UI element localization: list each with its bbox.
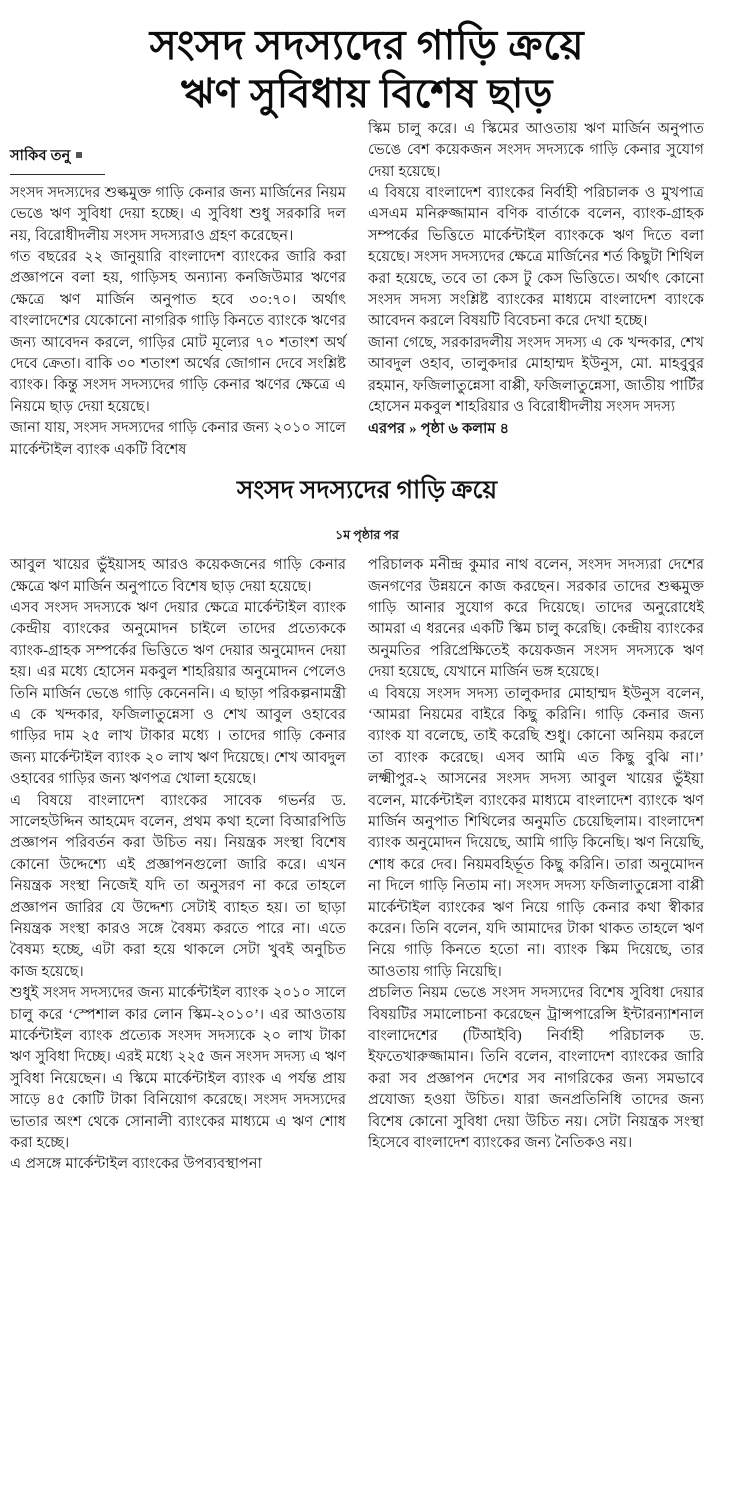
paragraph: এসব সংসদ সদস্যকে ঋণ দেয়ার ক্ষেত্রে মার্কেন্টাইল ব্যাংক কেন্দ্রীয় ব্যাংকের অনুমোদন চাইলে তাদের প্রত্যেককে ব্যাংক-গ্রাহক সম্পর্কের ভিত্তিতে ঋণ দেয়ার অনুমোদন দেয়া হয়। এর মধ্যে হোসেন মকবুল শাহরিয়ার অনুমোদন পেলেও তিনি মার্জিন ভেঙে গাড়ি কেনেননি। এ ছাড়া পরিকল্পনামন্ত্রী এ কে খন্দকার, ফজিলাতুন্নেসা ও শেখ আবুল ওহাবের গাড়ির দাম ২৫ লাখ টাকার মধ্যে । তাদের গাড়ি কেনার জন্য মার্কেন্টাইল ব্যাংক ২০ লাখ ঋণ দিয়েছে। শেখ আবদুল ওহাবের গাড়ির জন্য ঋণপত্র খোলা হয়েছে।	[10, 599, 346, 788]
paragraph: জানা গেছে, সরকারদলীয় সংসদ সদস্য এ কে খন্দকার, শেখ আবদুল ওহাব, তালুকদার মোহাম্মদ ইউনুস, মো. মাহবুবুর রহমান, ফজিলাতুন্নেসা বাপ্পী, ফজিলাতুন্নেসা, জাতীয় পার্টির হোসেন মকবুল শাহরিয়ার ও বিরোধীদলীয় সংসদ সদস্য	[368, 334, 704, 416]
top-article-body-2	[368, 119, 704, 440]
byline-square-icon	[76, 152, 82, 158]
byline	[10, 145, 346, 181]
jump-article-title: সংসদ সদস্যদের গাড়ি ক্রয়ে	[236, 477, 498, 505]
paragraph: সংসদ সদস্যদের শুল্কমুক্ত গাড়ি কেনার জন্য মার্জিনের নিয়ম ভেঙে ঋণ সুবিধা দেয়া হচ্ছে। এ সুবিধা শুধু সরকারি দল নয়, বিরোধীদলীয় সংসদ সদস্যরাও গ্রহণ করেছেন।	[10, 184, 346, 244]
jump-article-subtitle: ১ম পৃষ্ঠার পর	[335, 528, 399, 543]
paragraph: আবুল খায়ের ভুঁইয়াসহ আরও কয়েকজনের গাড়ি কেনার ক্ষেত্রে ঋণ মার্জিন অনুপাতে বিশেষ ছাড় দেয়া হয়েছে।	[10, 557, 346, 595]
jump-article-body-1	[10, 555, 346, 1176]
paragraph: স্কিম চালু করে। এ স্কিমের আওতায় ঋণ মার্জিন অনুপাত ভেঙে বেশ কয়েকজন সংসদ সদস্যকে গাড়ি কেনার সুযোগ দেয়া হয়েছে।	[368, 120, 704, 180]
paragraph: এ বিষয়ে বাংলাদেশ ব্যাংকের নির্বাহী পরিচালক ও মুখপাত্র এসএম মনিরুজ্জামান বণিক বার্তাকে বলেন, ব্যাংক-গ্রাহক সম্পর্কের ভিত্তিতে মার্কেন্টাইল ব্যাংককে ঋণ দিতে বলা হয়েছে। সংসদ সদস্যদের ক্ষেত্রে মার্জিনের শর্ত কিছুটা শিথিল করা হয়েছে, তবে তা কেস টু কেস ভিত্তিতে। অর্থাৎ কোনো সংসদ সদস্য সংশ্লিষ্ট ব্যাংকের মাধ্যমে বাংলাদেশ ব্যাংকে আবেদন করলে বিষয়টি বিবেচনা করে দেখা হচ্ছে।	[368, 185, 704, 330]
jump-article-body-2	[368, 555, 704, 1154]
paragraph: প্রচলিত নিয়ম ভেঙে সংসদ সদস্যদের বিশেষ সুবিধা দেয়ার বিষয়টির সমালোচনা করেছেন ট্রান্সপারেন্সি ইন্টারন্যাশনাল বাংলাদেশের (টিআইবি) নির্বাহী পরিচালক ড. ইফতেখারুজ্জামান। তিনি বলেন, বাংলাদেশ ব্যাংকের জারি করা সব প্রজ্ঞাপন দেশের সব নাগরিকের জন্য সমভাবে প্রযোজ্য হওয়া উচিত। যারা জনপ্রতিনিধি তাদের জন্য বিশেষ কোনো সুবিধা দেয়া উচিত নয়। সেটা নিয়ন্ত্রক সংস্থা হিসেবে বাংলাদেশ ব্যাংকের জন্য নৈতিকও নয়।	[368, 985, 704, 1152]
byline-divider	[10, 174, 105, 176]
top-article-column-2	[368, 119, 704, 440]
paragraph: শুধুই সংসদ সদস্যদের জন্য মার্কেন্টাইল ব্যাংক ২০১০ সালে চালু করে ‘স্পেশাল কার লোন স্কিম-২০১০’। এর আওতায় মার্কেন্টাইল ব্যাংক প্রত্যেক সংসদ সদস্যকে ২০ লাখ টাকা ঋণ সুবিধা দিচ্ছে। এরই মধ্যে ২২৫ জন সংসদ সদস্য এ ঋণ সুবিধা নিয়েছেন। এ স্কিমে মার্কেন্টাইল ব্যাংক এ পর্যন্ত প্রায় সাড়ে ৪৫ কোটি টাকা বিনিয়োগ করেছে। সংসদ সদস্যদের ভাতার অংশ থেকে সোনালী ব্যাংকের মাধ্যমে এ ঋণ শোধ করা হচ্ছে।	[10, 985, 346, 1152]
paragraph: এ বিষয়ে বাংলাদেশ ব্যাংকের সাবেক গভর্নর ড. সালেহউদ্দিন আহমেদ বলেন, প্রথম কথা হলো বিআরপিডি প্রজ্ঞাপন পরিবর্তন করা উচিত নয়। নিয়ন্ত্রক সংস্থা বিশেষ কোনো উদ্দেশ্যে এই প্রজ্ঞাপনগুলো জারি করে। এখন নিয়ন্ত্রক সংস্থা নিজেই যদি তা অনুসরণ না করে তাহলে প্রজ্ঞাপন জারির যে উদ্দেশ্য সেটাই ব্যাহত হয়। তা ছাড়া নিয়ন্ত্রক সংস্থা কারও সঙ্গে বৈষম্য করতে পারে না। এতে বৈষম্য হচ্ছে, এটা করা হয়ে থাকলে সেটা খুবই অনুচিত কাজ হয়েছে।	[10, 792, 346, 980]
top-article-columns	[10, 119, 724, 461]
continued-on-note[interactable]: এরপর » পৃষ্ঠা ৬ কলাম ৪	[368, 420, 510, 437]
byline-author: সাকিব তনু	[10, 147, 71, 164]
top-article-body-1	[10, 183, 346, 461]
headline-line-1: সংসদ সদস্যদের গাড়ি ক্রয়ে	[149, 22, 585, 68]
paragraph: গত বছরের ২২ জানুয়ারি বাংলাদেশ ব্যাংকের জারি করা প্রজ্ঞাপনে বলা হয়, গাড়িসহ অন্যান্য কনজিউমার ঋণের ক্ষেত্রে ঋণ মার্জিন অনুপাত হবে ৩০:৭০। অর্থাৎ বাংলাদেশের যেকোনো নাগরিক গাড়ি কিনতে ব্যাংকে ঋণের জন্য আবেদন করলে, গাড়ির মোট মূল্যের ৭০ শতাংশ অর্থ দেবে ক্রেতা। বাকি ৩০ শতাংশ অর্থের জোগান দেবে সংশ্লিষ্ট ব্যাংক। কিন্তু সংসদ সদস্যদের গাড়ি কেনার ঋণের ক্ষেত্রে এ নিয়মে ছাড় দেয়া হয়েছে।	[10, 249, 346, 415]
headline-line-2: ঋণ সুবিধায় বিশেষ ছাড়	[181, 71, 553, 117]
paragraph: জানা যায়, সংসদ সদস্যদের গাড়ি কেনার জন্য ২০১০ সালে মার্কেন্টাইল ব্যাংক একটি বিশেষ	[10, 420, 346, 458]
paragraph: পরিচালক মনীন্দ্র কুমার নাথ বলেন, সংসদ সদস্যরা দেশের জনগণের উন্নয়নে কাজ করছেন। সরকার তাদের শুল্কমুক্ত গাড়ি আনার সুযোগ করে দিয়েছে। তাদের অনুরোধেই আমরা এ ধরনের একটি স্কিম চালু করেছি। কেন্দ্রীয় ব্যাংকের অনুমতির পরিপ্রেক্ষিতেই কয়েকজন সংসদ সদস্যকে ঋণ দেয়া হয়েছে, যেখানে মার্জিন ভঙ্গ হয়েছে।	[368, 557, 704, 681]
jump-article-column-2	[368, 555, 704, 1154]
paragraph: এ বিষয়ে সংসদ সদস্য তালুকদার মোহাম্মদ ইউনুস বলেন, ‘আমরা নিয়মের বাইরে কিছু করিনি। গাড়ি কেনার জন্য ব্যাংক যা বলেছে, তাই করেছি শুধু। কোনো অনিয়ম করলে তা ব্যাংক করেছে। এসব আমি এত কিছু বুঝি না।’ লক্ষ্মীপুর-২ আসনের সংসদ সদস্য আবুল খায়ের ভুঁইয়া বলেন, মার্কেন্টাইল ব্যাংকের মাধ্যমে বাংলাদেশ ব্যাংকে ঋণ মার্জিন অনুপাত শিথিলের অনুমতি চেয়েছিলাম। বাংলাদেশ ব্যাংক অনুমোদন দিয়েছে, আমি গাড়ি কিনেছি। ঋণ নিয়েছি, শোধ করে দেব। নিয়মবহির্ভূত কিছু করিনি। তারা অনুমোদন না দিলে গাড়ি নিতাম না। সংসদ সদস্য ফজিলাতুন্নেসা বাপ্পী মার্কেন্টাইল ব্যাংকের ঋণ নিয়ে গাড়ি কেনার কথা স্বীকার করেন। তিনি বলেন, যদি আমাদের টাকা থাকত তাহলে ঋণ নিয়ে গাড়ি কিনতে হতো না। ব্যাংক স্কিম দিয়েছে, তার আওতায় গাড়ি নিয়েছি।	[368, 685, 704, 980]
jump-article-column-1	[10, 555, 346, 1176]
paragraph: এ প্রসঙ্গে মার্কেন্টাইল ব্যাংকের উপব্যবস্থাপনা	[10, 1156, 262, 1173]
jump-article-columns	[10, 555, 724, 1176]
top-article-column-1	[10, 119, 346, 461]
page-headline	[28, 0, 706, 119]
